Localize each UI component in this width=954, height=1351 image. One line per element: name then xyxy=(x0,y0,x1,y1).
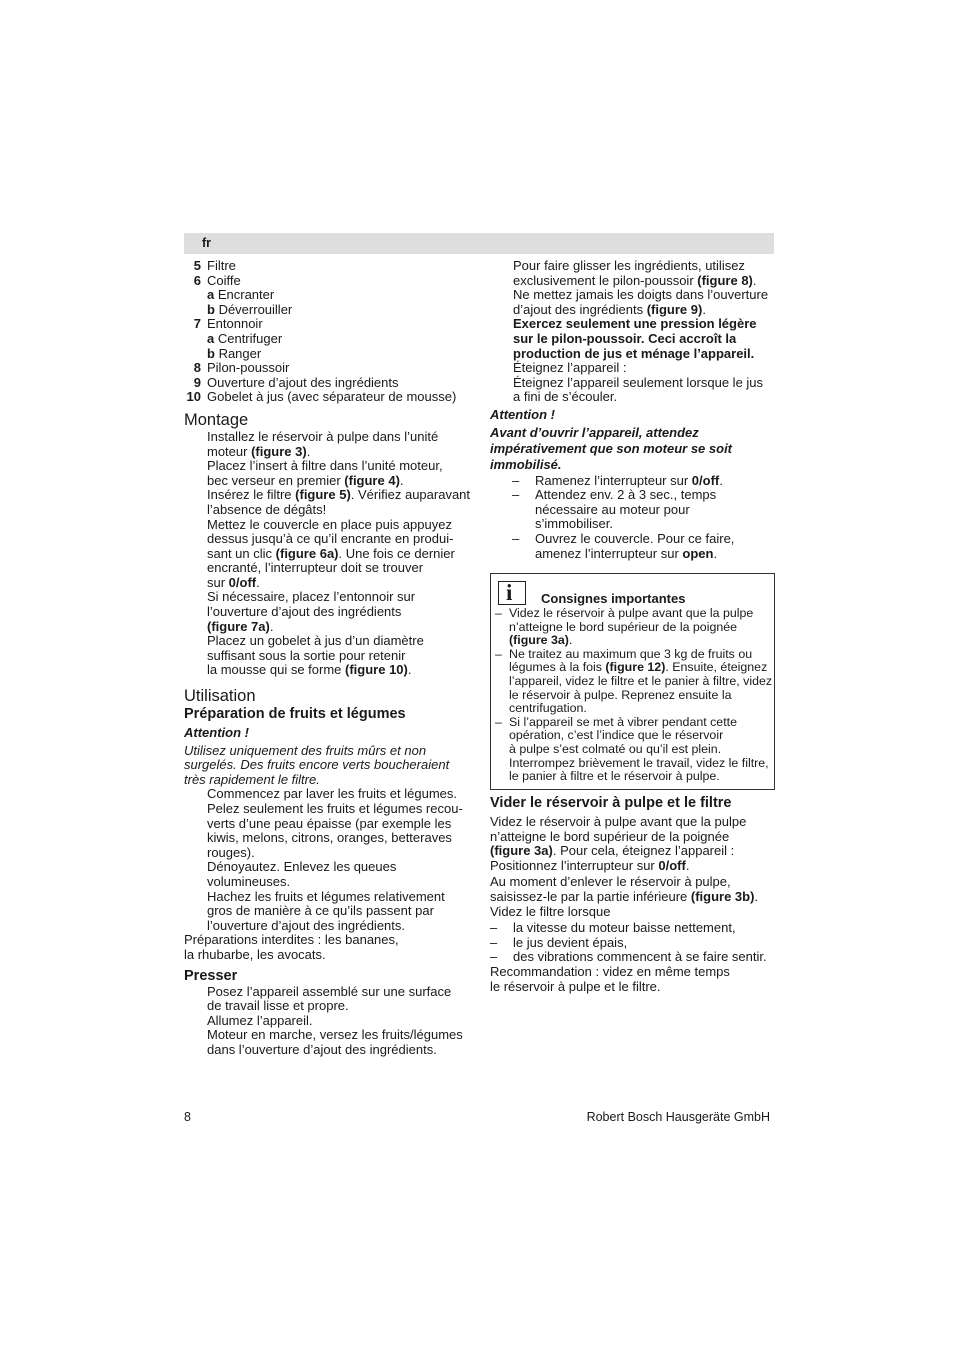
right-column xyxy=(490,259,776,561)
preparation-steps: Commencez par laver les fruits et légumes. Pelez seulement les fruits et légumes recou- verts d’une peau épaisse (par exemple les kiwis, melons, citrons, oranges, betteraves rouges). Dénoyautez. Enlevez les queues volumineuses. Hachez les fruits et légumes relativement gros de manière à ce qu’ils passent par l’ouverture d’ajout des ingrédients. Préparations interdites : les bananes, la rhubarbe, les avocats. xyxy=(184,786,463,962)
vider-section: Vider le réservoir à pulpe et le filtre Videz le réservoir à pulpe avant que la pulpe n’atteigne le bord supérieur de la poignée (figure 3a). Pour cela, éteignez l’appareil : Positionnez l’interrupteur sur 0/off. Au moment d’enlever le réservoir à pulpe, saisissez-le par la partie inférieure (figure 3b). Videz le filtre lorsque – la vitesse du moteur baisse nettement, – le jus devient épais, – des vibrations commencent à se faire sentir. Recommandation : videz en même temps le réservoir à pulpe et le filtre. xyxy=(490,795,776,994)
attention-label: Attention ! xyxy=(184,725,249,741)
attention-label-2: Attention ! xyxy=(490,406,555,422)
utilisation-heading: Utilisation xyxy=(184,687,256,706)
fruit-warning: Utilisez uniquement des fruits mûrs et non surgelés. Des fruits encore verts boucheraient très rapidement le filtre. xyxy=(184,742,450,787)
page-number: 8 xyxy=(184,1110,191,1124)
stop-steps: – Ramenez l’interrupteur sur 0/off. – Attendez env. 2 à 3 sec., temps nécessaire au moteur pour s’immobiliser. – Ouvrez le couvercle. Pour ce faire, amenez l’interrupteur sur open. xyxy=(512,472,735,561)
presser-continued: Pour faire glisser les ingrédients, utilisez exclusivement le pilon-poussoir (figure 8). Ne mettez jamais les doigts dans l’ouverture d’ajout des ingrédients (figure 9). Exercez seulement une pression légère sur le pilon-poussoir. Ceci accroît la production de jus et ménage l’appareil. Éteignez l’appareil : Éteignez l’appareil seulement lorsque le jus a fini de s’écouler. xyxy=(513,258,769,405)
language-header-bar xyxy=(184,233,774,254)
left-column xyxy=(184,259,474,1058)
presser-heading: Presser xyxy=(184,967,238,984)
notes-body: – Videz le réservoir à pulpe avant que la pulpe n’atteigne le bord supérieur de la poignée (figure 3a). – Ne traitez au maximum que 3 kg de fruits ou légumes à la fois (figure 12). Ensuite, éteignez l’appareil, videz le filtre et le panier à filtre, videz le réservoir à pulpe. Reprenez ensuite la centrifugation. – Si l’appareil se met à vibrer pendant cette opération, c’est l’indice que le réservoir à pulpe s’est colmaté ou qu’il est plein. Interrompez brièvement le travail, videz le filtre, le panier à filtre et le réservoir à pulpe. xyxy=(495,606,773,784)
footer-company: Robert Bosch Hausgeräte GmbH xyxy=(586,1110,770,1124)
info-icon: i xyxy=(498,581,526,605)
montage-steps: Installez le réservoir à pulpe dans l’unité moteur (figure 3). Placez l’insert à filtre dans l’unité moteur, bec verseur en premier (figure 4). Insérez le filtre (figure 5). Vérifiez auparavant l’absence de dégâts! Mettez le couvercle en place puis appuyez dessus jusqu’à ce qu’il encrante en produi- sant un clic (figure 6a). Une fois ce dernier encranté, l’interrupteur doit se trouver sur 0/off. Si nécessaire, placez l’entonnoir sur l’ouverture d’ajout des ingrédients (figure 7a). Placez un gobelet à jus d’un diamètre suffisant sous la sortie pour retenir la mousse qui se forme (figure 10). xyxy=(207,428,471,678)
notes-title: Consignes importantes xyxy=(541,591,686,606)
presser-steps: Posez l’appareil assemblé sur une surface de travail lisse et propre. Allumez l’appareil. Moteur en marche, versez les fruits/légumes dans l’ouverture d’ajout des ingrédients. xyxy=(207,983,463,1057)
language-code: fr xyxy=(202,236,212,250)
important-notes-box xyxy=(490,573,775,790)
montage-heading: Montage xyxy=(184,410,249,429)
vider-heading: Vider le réservoir à pulpe et le filtre xyxy=(490,795,732,811)
parts-list: 5 Filtre 6 Coiffe a Encranter b Déverrouiller 7 Entonnoir a Centrifuger b Ranger 8 Pilon-poussoir 9 Ouverture d’ajout des ingrédients 10 Gobelet à jus (avec séparateur de mousse) xyxy=(186,258,457,405)
motor-warning: Avant d’ouvrir l’appareil, attendez impérativement que son moteur se soit immobilisé. xyxy=(490,424,733,472)
preparation-subheading: Préparation de fruits et légumes xyxy=(184,706,406,723)
